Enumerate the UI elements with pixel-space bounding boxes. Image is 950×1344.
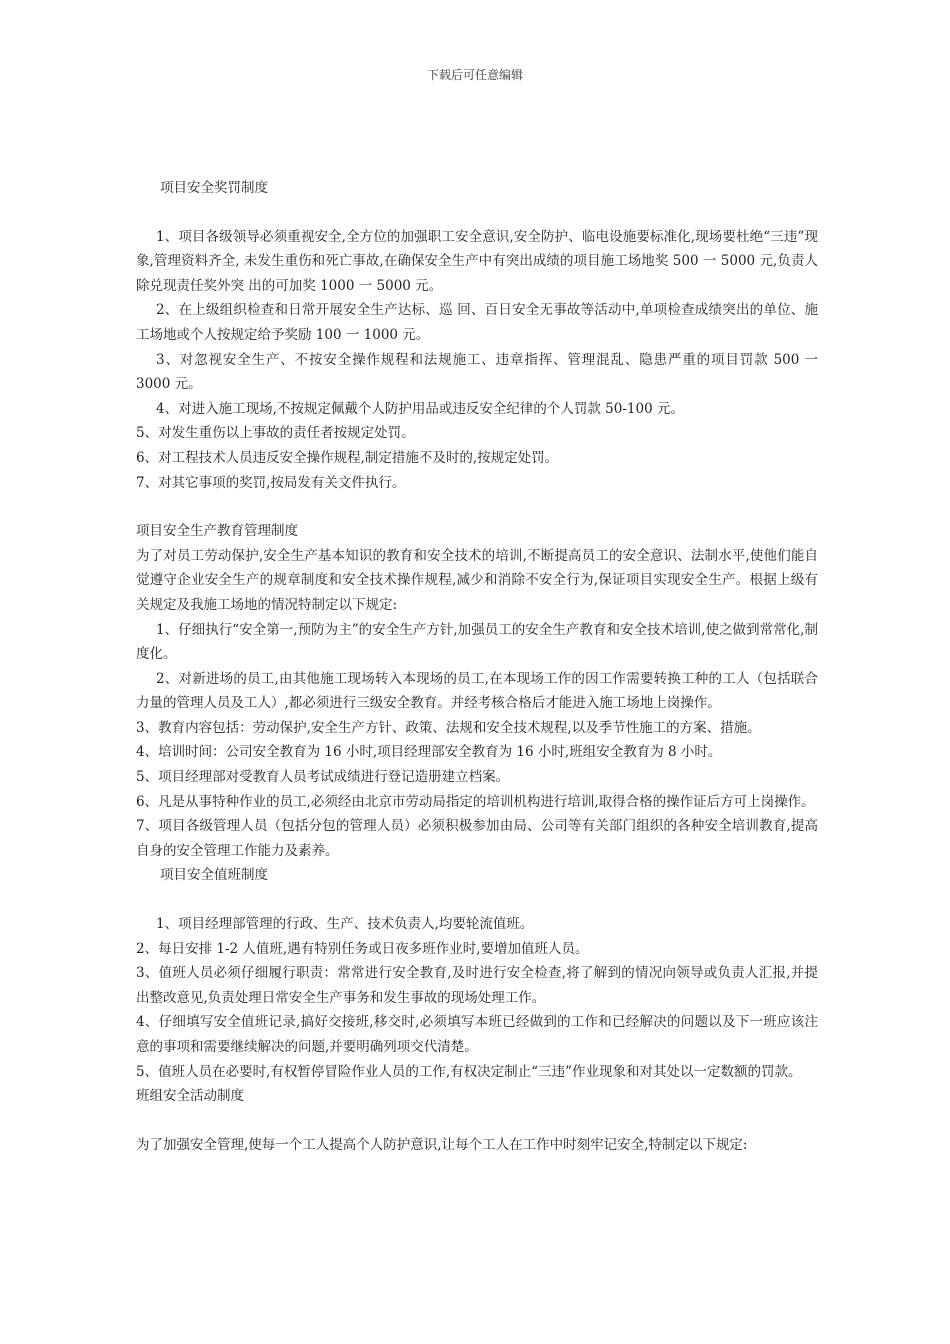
list-item: 5、项目经理部对受教育人员考试成绩进行登记造册建立档案。 <box>136 769 510 786</box>
list-item: 5、对发生重伤以上事故的责任者按规定处罚。 <box>136 425 415 442</box>
list-item: 1、项目经理部管理的行政、生产、技术负责人,均要轮流值班。 <box>156 916 534 933</box>
list-item: 4、培训时间：公司安全教育为 16 小时,项目经理部安全教育为 16 小时,班组安全教育为 8 小时。 <box>136 744 722 761</box>
list-item: 2、对新进场的员工,由其他施工现场转入本现场的员工,在本现场工作的因工作需要转换工种的工人（包括联合力量的管理人员及工人）,都必须进行三级安全教育。并经考核合格后才能进入施工场地上岗操作。 <box>136 670 818 712</box>
section-intro: 为了对员工劳动保护,安全生产基本知识的教育和安全技术的培训,不断提高员工的安全意识、法制水平,使他们能自觉遵守企业安全生产的规章制度和安全技术操作规程,减少和消除不安全行为,保证项目实现安全生产。根据上级有关规定及我施工场地的情况特制定以下规定: <box>136 547 818 613</box>
list-item: 7、对其它事项的奖罚,按局发有关文件执行。 <box>136 474 406 491</box>
list-item: 2、在上级组织检查和日常开展安全生产达标、巡 回、百日安全无事故等活动中,单项检查成绩突出的单位、施工场地或个人按规定给予奖励 100 一 1000 元。 <box>136 302 818 343</box>
list-item: 4、仔细填写安全值班记录,搞好交接班,移交时,必须填写本班已经做到的工作和已经解决的问题以及下一班应该注意的事项和需要继续解决的问题,并要明确列项交代清楚。 <box>136 1014 818 1055</box>
section-title-duty: 项目安全值班制度 <box>160 867 268 884</box>
section-title-education: 项目安全生产教育管理制度 <box>136 523 298 540</box>
list-item: 1、仔细执行“安全第一,预防为主”的安全生产方针,加强员工的安全生产教育和安全技术培训,使之做到常常化,制度化。 <box>136 621 818 663</box>
list-item: 4、对进入施工现场,不按规定佩戴个人防护用品或违反安全纪律的个人罚款 50-100 元。 <box>156 400 684 417</box>
list-item: 1、项目各级领导必须重视安全,全方位的加强职工安全意识,安全防护、临电设施要标准化,现场要杜绝“三违”现象,管理资料齐全, 未发生重伤和死亡事故,在确保安全生产中有突出成绩的项目施工场地奖 500 一 5000 元,负责人除兑现责任奖外突 出的可加奖 1000 一 5000 元。 <box>136 228 818 294</box>
document-body <box>136 176 818 1157</box>
list-item: 6、凡是从事特种作业的员工,必须经由北京市劳动局指定的培训机构进行培训,取得合格的操作证后方可上岗操作。 <box>136 793 815 810</box>
section-title-team-activity: 班组安全活动制度 <box>136 1088 244 1105</box>
list-item: 2、每日安排 1-2 人值班,遇有特别任务或日夜多班作业时,要增加值班人员。 <box>136 940 589 957</box>
page-header: 下载后可任意编辑 <box>426 68 523 82</box>
list-item: 3、教育内容包括：劳动保护,安全生产方针、政策、法规和安全技术规程,以及季节性施工的方案、措施。 <box>136 719 761 736</box>
section-title-reward-penalty: 项目安全奖罚制度 <box>160 180 268 196</box>
section-intro: 为了加强安全管理,使每一个工人提高个人防护意识,让每个工人在工作中时刻牢记安全,特制定以下规定: <box>136 1136 748 1153</box>
list-item: 3、值班人员必须仔细履行职责：常常进行安全教育,及时进行安全检查,将了解到的情况向领导或负责人汇报,并提出整改意见,负责处理日常安全生产事务和发生事故的现场处理工作。 <box>136 965 818 1006</box>
list-item: 5、值班人员在必要时,有权暂停冒险作业人员的工作,有权决定制止“三违”作业现象和对其处以一定数额的罚款。 <box>136 1063 802 1080</box>
list-item: 7、项目各级管理人员（包括分包的管理人员）必须积极参加由局、公司等有关部门组织的各种安全培训教育,提高自身的安全管理工作能力及素养。 <box>136 818 818 859</box>
list-item: 3、对忽视安全生产、不按安全操作规程和法规施工、违章指挥、管理混乱、隐患严重的项目罚款 500 一 3000 元。 <box>136 351 818 393</box>
list-item: 6、对工程技术人员违反安全操作规程,制定措施不及时的,按规定处罚。 <box>136 449 559 466</box>
